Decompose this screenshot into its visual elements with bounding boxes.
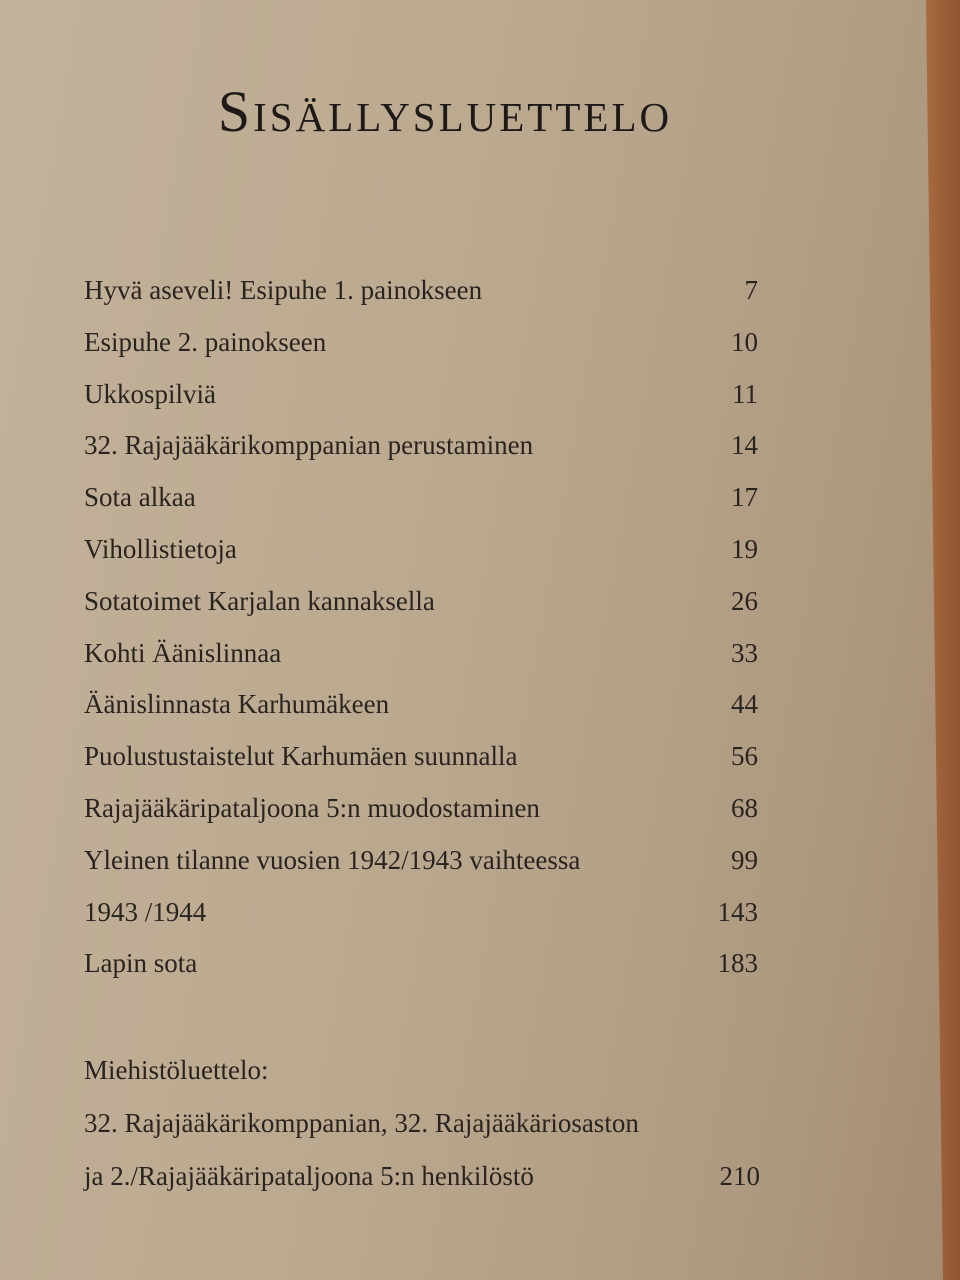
table-of-contents bbox=[84, 270, 758, 995]
toc-entry-page: 17 bbox=[731, 482, 758, 513]
toc-entry bbox=[84, 684, 758, 736]
toc-entry-page: 7 bbox=[744, 275, 758, 305]
toc-entry-page: 33 bbox=[731, 637, 758, 668]
toc-entry-title: Puolustustaistelut Karhumäen suunnalla bbox=[84, 741, 518, 772]
toc-entry bbox=[84, 477, 758, 529]
toc-entry-page: 183 bbox=[717, 948, 758, 979]
roster-line-1: 32. Rajajääkärikomppanian, 32. Rajajääkäriosaston bbox=[84, 1108, 639, 1138]
toc-entry-page: 10 bbox=[731, 326, 758, 357]
roster-heading: Miehistöluettelo: bbox=[84, 1055, 269, 1085]
toc-entry-title: Lapin sota bbox=[84, 948, 198, 979]
toc-entry-title: Sota alkaa bbox=[84, 482, 196, 513]
toc-entry bbox=[84, 633, 758, 685]
toc-entry-title: 32. Rajajääkärikomppanian perustaminen bbox=[84, 430, 534, 461]
toc-entry bbox=[84, 788, 758, 840]
toc-entry bbox=[84, 943, 758, 995]
toc-entry-page: 99 bbox=[731, 844, 758, 875]
toc-entry bbox=[84, 581, 758, 633]
toc-entry-page: 14 bbox=[731, 430, 758, 461]
toc-entry-title: Esipuhe 2. painokseen bbox=[84, 326, 327, 357]
toc-entry-title: Yleinen tilanne vuosien 1942/1943 vaihteessa bbox=[84, 844, 581, 875]
toc-entry bbox=[84, 736, 758, 788]
toc-entry-page: 56 bbox=[731, 741, 758, 772]
page-title: Sisällysluettelo bbox=[217, 79, 673, 144]
toc-entry-page: 143 bbox=[717, 896, 758, 927]
roster-page: 210 bbox=[719, 1161, 760, 1191]
toc-entry bbox=[84, 840, 758, 892]
toc-entry bbox=[84, 892, 758, 944]
toc-entry-title: Kohti Äänislinnaa bbox=[84, 637, 282, 668]
toc-entry-page: 44 bbox=[731, 689, 758, 720]
toc-entry bbox=[84, 425, 758, 477]
toc-entry bbox=[84, 322, 758, 374]
toc-entry-title: 1943 /1944 bbox=[84, 896, 207, 927]
toc-entry-title: Hyvä aseveli! Esipuhe 1. painokseen bbox=[84, 275, 483, 305]
toc-entry bbox=[84, 529, 758, 581]
roster-line-2: ja 2./Rajajääkäripataljoona 5:n henkilöstö bbox=[84, 1161, 534, 1191]
toc-entry-title: Äänislinnasta Karhumäkeen bbox=[84, 689, 390, 720]
toc-entry-page: 11 bbox=[732, 378, 758, 409]
wooden-table-edge bbox=[926, 0, 960, 1280]
toc-entry-page: 68 bbox=[731, 792, 758, 823]
toc-entry-page: 19 bbox=[731, 533, 758, 564]
toc-entry bbox=[84, 270, 758, 322]
toc-entry-title: Vihollistietoja bbox=[84, 533, 237, 564]
toc-entry-title: Sotatoimet Karjalan kannaksella bbox=[84, 585, 435, 616]
toc-entry bbox=[84, 374, 758, 426]
roster-section bbox=[84, 1050, 760, 1209]
toc-entry-page: 26 bbox=[731, 585, 758, 616]
toc-entry-title: Rajajääkäripataljoona 5:n muodostaminen bbox=[84, 792, 540, 823]
toc-entry-title: Ukkospilviä bbox=[84, 378, 216, 409]
